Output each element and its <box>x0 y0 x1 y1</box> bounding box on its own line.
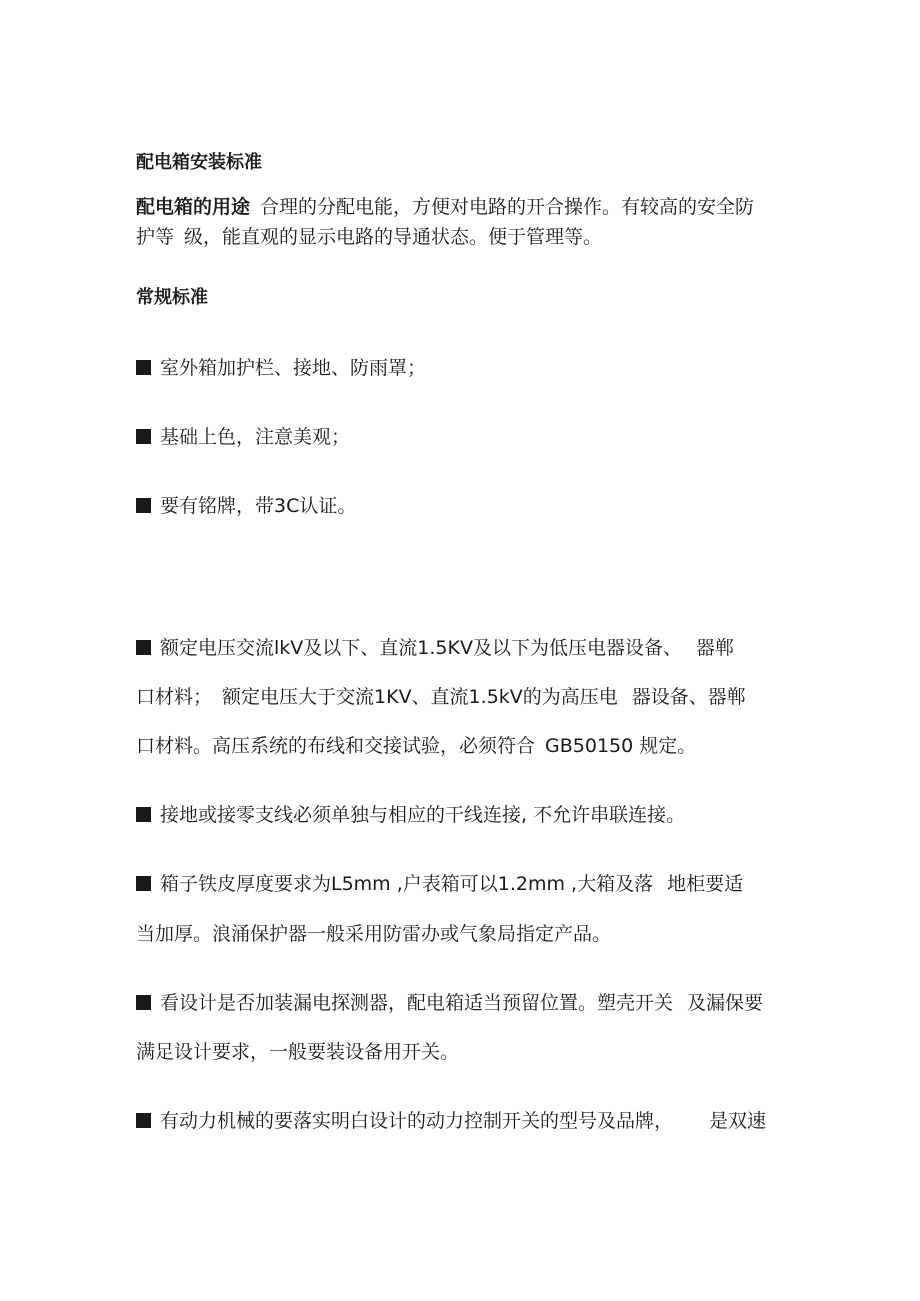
thickness-line-2 <box>136 922 611 946</box>
thickness-line-1 <box>136 872 743 896</box>
voltage-text-2c: 器设备、器郸 <box>631 686 746 708</box>
leakage-text-2: 满足设计要求，一般要装设备用开关。 <box>136 1041 460 1063</box>
bullet-item <box>136 356 426 380</box>
bullet-text: 室外箱加护栏、接地、防雨罩； <box>160 357 427 379</box>
voltage-text-2b: 额定电压大于交流1KV、直流1.5kV的为高压电 <box>222 686 618 708</box>
leakage-text-1b: 及漏保要 <box>687 992 764 1014</box>
voltage-line-3 <box>136 734 696 758</box>
document-title: 配电箱安装标准 <box>136 152 262 173</box>
voltage-line-1 <box>136 636 734 660</box>
thickness-text-2: 当加厚。浪涌保护器一般采用防雷办或气象局指定产品。 <box>136 923 612 945</box>
voltage-text-1b: 器郸 <box>695 637 734 659</box>
grounding-text: 接地或接零支线必须单独与相应的干线连接, 不允许串联连接。 <box>160 804 686 826</box>
bullet-item <box>136 494 356 518</box>
thickness-text-1a: 箱子铁皮厚度要求为L5mm ,户表箱可以1.2mm ,大箱及落 <box>160 873 654 895</box>
voltage-text-1a: 额定电压交流lkV及以下、直流1.5KV及以下为低压电器设备、 <box>160 637 682 659</box>
leakage-line-2 <box>136 1040 459 1064</box>
bullet-square-icon <box>136 498 151 513</box>
intro-text-1: 合理的分配电能，方便对电路的开合操作。有较高的安全防 <box>260 196 755 218</box>
bullet-item <box>136 425 350 449</box>
intro-line-2 <box>136 222 796 252</box>
bullet-square-icon <box>136 876 151 891</box>
intro-text-2b: 级，能直观的显示电路的导通状态。便于管理等。 <box>184 226 603 248</box>
power-line-1 <box>136 1109 766 1133</box>
voltage-text-2a: 口材料； <box>136 686 213 708</box>
bullet-text: 基础上色，注意美观； <box>160 426 351 448</box>
bullet-square-icon <box>136 1113 151 1128</box>
power-text-1a: 有动力机械的要落实明白设计的动力控制开关的型号及品牌， <box>160 1110 674 1132</box>
bullet-text: 要有铭牌，带3C认证。 <box>160 495 357 517</box>
voltage-text-3a: 口材料。高压系统的布线和交接试验，必须符合 <box>136 735 536 757</box>
bullet-square-icon <box>136 807 151 822</box>
grounding-item <box>136 803 685 827</box>
intro-text-2a: 护等 <box>136 226 175 248</box>
bullet-square-icon <box>136 429 151 444</box>
leakage-text-1a: 看设计是否加装漏电探测器，配电箱适当预留位置。塑壳开关 <box>160 992 674 1014</box>
thickness-text-1b: 地柜要适 <box>667 873 744 895</box>
intro-label: 配电箱的用途 <box>136 196 251 218</box>
section-title: 常规标准 <box>136 287 208 308</box>
intro-line-1 <box>136 192 796 222</box>
power-text-1b: 是双速 <box>709 1110 767 1132</box>
voltage-line-2 <box>136 685 746 709</box>
leakage-line-1 <box>136 991 763 1015</box>
intro-paragraph <box>136 192 796 252</box>
voltage-text-3b: GB50150 规定。 <box>545 735 697 757</box>
bullet-square-icon <box>136 640 151 655</box>
bullet-square-icon <box>136 995 151 1010</box>
bullet-square-icon <box>136 360 151 375</box>
